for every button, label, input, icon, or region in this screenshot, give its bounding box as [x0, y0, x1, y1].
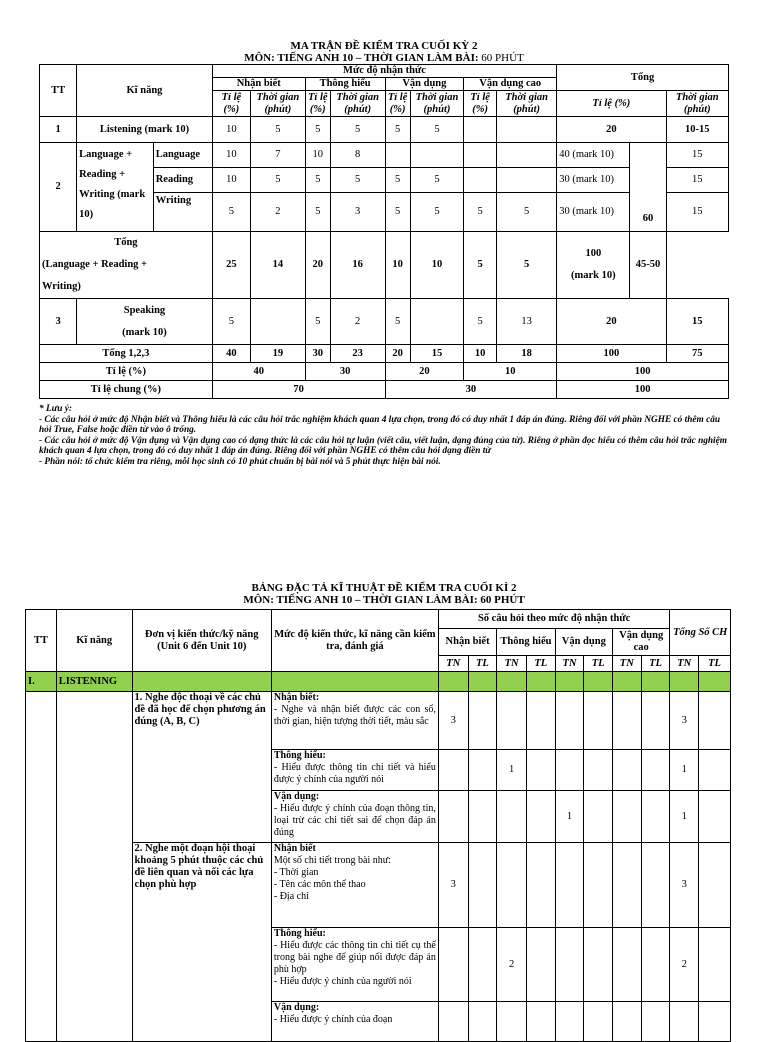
hdr-so-cau: Số câu hỏi theo mức độ nhận thức: [438, 610, 670, 629]
cell-ti-le: 30 (mark 10): [557, 168, 630, 193]
cell-value: 19: [251, 345, 306, 363]
criteria-text: - Tên các môn thể thao: [273, 879, 366, 890]
cell-subskill: Reading: [153, 168, 212, 193]
cell-value: 5: [330, 117, 385, 143]
row-u2-nb: [26, 843, 731, 928]
cell-value: 5: [305, 193, 330, 232]
cell-value: 5: [410, 168, 464, 193]
hdr-tl: TL: [641, 656, 670, 672]
cell-value: 5: [410, 193, 464, 232]
hdr-thoi-gian: Thời gian (phút): [251, 91, 306, 117]
criteria-head: Nhận biết:: [273, 692, 320, 703]
cell-ti-le: 40 (mark 10): [557, 143, 630, 168]
cell-value: 5: [251, 117, 306, 143]
hdr-tn: TN: [438, 656, 468, 672]
cell-value: 18: [497, 345, 557, 363]
cell-value: 13: [497, 299, 557, 345]
hdr-don-vi-line2: (Unit 6 đến Unit 10): [157, 640, 247, 652]
cell-value: 5: [212, 299, 250, 345]
hdr-nb: Nhận biết: [438, 629, 496, 656]
cell-value: 5: [212, 193, 250, 232]
skill-speaking-mark: (mark 10): [122, 326, 167, 338]
hdr-tong-ti-le: Tỉ lệ (%): [557, 91, 666, 117]
criteria-head: Thông hiểu:: [273, 928, 326, 939]
cell-skill: Listening (mark 10): [77, 117, 213, 143]
criteria-text: - Hiểu được các thông tin chi tiết cụ thể trong bài nghe để giúp nối được đáp án phù hợp: [273, 940, 436, 975]
note-line: - Phần nói: tổ chức kiểm tra riêng, mỗi học sinh có 10 phút chuẩn bị bài nói và 5 phút thực hiện bài nói.: [39, 456, 441, 467]
notes: [39, 404, 731, 467]
cell-value: 1: [497, 750, 527, 791]
hdr-van-dung: Vận dụng: [385, 78, 464, 91]
cell-value: [464, 143, 497, 168]
cell-value: 3: [438, 692, 468, 750]
cell-value: [464, 117, 497, 143]
cell-value: [497, 117, 557, 143]
tong-label-line2: (Language + Reading +: [42, 259, 148, 270]
cell-value: 10: [464, 363, 557, 381]
cell-value: 16: [330, 232, 385, 299]
hdr-ti-le: Tỉ lệ (%): [464, 91, 497, 117]
cell-value: 5: [497, 193, 557, 232]
cell-value: 5: [305, 117, 330, 143]
cell-value: 15: [410, 345, 464, 363]
hdr-thoi-gian: Thời gian (phút): [330, 91, 385, 117]
cell-value: 10: [385, 232, 410, 299]
cell-tt: 3: [40, 299, 77, 345]
cell-value: [385, 143, 410, 168]
hdr-tl: TL: [699, 656, 731, 672]
tong-ti-le-value: 100: [585, 248, 602, 259]
cell-value: 10: [305, 143, 330, 168]
section-name: LISTENING: [56, 672, 132, 692]
cell-value: 40: [212, 345, 250, 363]
hdr-tn: TN: [670, 656, 699, 672]
hdr-nhan-biet: Nhận biết: [212, 78, 305, 91]
criteria: [271, 791, 438, 843]
cell-sixty: 60: [630, 143, 666, 232]
hdr-th: Thông hiểu: [497, 629, 555, 656]
hdr-tong-thoi-gian: Thời gian (phút): [666, 91, 728, 117]
matrix-table: [39, 64, 729, 399]
cell-value: [410, 299, 464, 345]
cell-value: [410, 143, 464, 168]
cell-thoi-gian: 15: [666, 143, 728, 168]
cell-value: 20: [305, 232, 330, 299]
criteria: [271, 692, 438, 750]
cell-total: 100: [557, 381, 729, 399]
cell-value: [251, 299, 306, 345]
hdr-ki-nang: Kĩ năng: [56, 610, 132, 672]
cell-total: 2: [670, 928, 699, 1002]
cell-value: 5: [410, 117, 464, 143]
criteria-text: Một số chi tiết trong bài như:: [273, 855, 391, 866]
cell-value: 25: [212, 232, 250, 299]
criteria-text: - Hiểu được ý chính của người nói: [273, 976, 412, 987]
cell-value: 40: [212, 363, 305, 381]
hdr-don-vi: [132, 610, 271, 672]
note-line: - Các câu hỏi ở mức độ Nhận biết và Thông hiểu là các câu hỏi trắc nghiệm khách quan 4 lựa chọn, trong đó có duy nhất 1 đáp án đúng. Riêng đối với phần NGHE có thêm câu hỏi True, False hoặc điền từ vào ô trống.: [39, 414, 721, 435]
cell-value: 10: [410, 232, 464, 299]
row-tong-lrw: [40, 232, 729, 299]
cell-value: 5: [305, 168, 330, 193]
unit-1: 1. Nghe độc thoại về các chủ đề đã học để chọn phương án đúng (A, B, C): [132, 692, 271, 843]
cell-value: 3: [330, 193, 385, 232]
cell-tong-label: Tổng 1,2,3: [40, 345, 213, 363]
hdr-ti-le: Tỉ lệ (%): [212, 91, 250, 117]
cell-value: 30: [385, 381, 557, 399]
hdr-tn: TN: [612, 656, 641, 672]
cell-value: 2: [330, 299, 385, 345]
row-ti-le: [40, 363, 729, 381]
criteria-text: - Thời gian: [273, 867, 319, 878]
hdr-ti-le: Tỉ lệ (%): [305, 91, 330, 117]
cell-value: 10: [212, 168, 250, 193]
cell-value: 1: [555, 791, 584, 843]
cell-ti-le-chung-label: Tỉ lệ chung (%): [40, 381, 213, 399]
criteria-text: - Địa chỉ: [273, 891, 309, 902]
cell-value: 30: [305, 363, 385, 381]
hdr-thong-hieu: Thông hiểu: [305, 78, 385, 91]
spec-title: BẢNG ĐẶC TẢ KĨ THUẬT ĐỀ KIỂM TRA CUỐI KÌ 2: [251, 582, 517, 594]
cell-value: 20: [385, 363, 464, 381]
cell-value: [497, 168, 557, 193]
hdr-tl: TL: [584, 656, 613, 672]
cell-tong-thoi-gian: 15: [666, 299, 728, 345]
section-listening: [26, 672, 731, 692]
row-speaking: [40, 299, 729, 345]
criteria-text: - Nghe và nhận biết được các con số, thời gian, hiện tượng thời tiết, màu sắc: [273, 704, 436, 727]
cell-total: 3: [670, 843, 699, 928]
row-ti-le-chung: [40, 381, 729, 399]
hdr-tt: TT: [40, 65, 77, 117]
matrix-subtitle-prefix: MÔN: TIẾNG ANH 10 – THỜI GIAN LÀM BÀI:: [244, 52, 479, 64]
matrix-subtitle: [0, 52, 768, 64]
hdr-tl: TL: [468, 656, 497, 672]
cell-thoi-gian: 15: [666, 168, 728, 193]
skill-speaking: Speaking: [123, 304, 166, 316]
cell-value: 5: [464, 232, 497, 299]
hdr-muc-do: Mức độ kiến thức, kĩ năng cần kiểm tra, đánh giá: [271, 610, 438, 672]
cell-value: 5: [497, 232, 557, 299]
criteria: [271, 750, 438, 791]
hdr-tn: TN: [555, 656, 584, 672]
criteria-head: Vận dụng:: [273, 791, 320, 802]
note-line: * Lưu ý:: [39, 404, 72, 414]
cell-value: 14: [251, 232, 306, 299]
hdr-tong: Tổng: [557, 65, 729, 91]
cell-tong-ti-le: 20: [557, 117, 666, 143]
cell-value: 5: [385, 117, 410, 143]
hdr-muc-do: Mức độ nhận thức: [212, 65, 556, 78]
cell-thoi-gian: 15: [666, 193, 728, 232]
criteria: [271, 843, 438, 928]
cell-value: 2: [497, 928, 527, 1002]
hdr-tong-so: Tổng Số CH: [670, 610, 731, 656]
criteria-text: - Hiểu được ý chính của đoạn: [273, 1014, 393, 1025]
cell-value: 5: [464, 193, 497, 232]
criteria-head: Thông hiểu:: [273, 750, 326, 761]
row-listening: [40, 117, 729, 143]
cell-tong-label: [40, 232, 213, 299]
cell-value: 7: [251, 143, 306, 168]
cell-skill: [77, 299, 213, 345]
criteria: [271, 928, 438, 1002]
cell-tong-thoi-gian: 45-50: [630, 232, 666, 299]
cell-value: 5: [464, 299, 497, 345]
hdr-tt: TT: [26, 610, 57, 672]
cell-tong-ti-le: 100: [557, 345, 666, 363]
cell-value: 8: [330, 143, 385, 168]
matrix-title: MA TRẬN ĐỀ KIỂM TRA CUỐI KỲ 2: [290, 40, 478, 52]
cell-total: 1: [670, 791, 699, 843]
section-tt: I.: [26, 672, 57, 692]
criteria-text: - Hiểu được ý chính của đoạn thông tin, loại trừ các chi tiết sai để chọn đáp án đúng: [273, 803, 436, 838]
cell-value: 5: [251, 168, 306, 193]
cell-value: 2: [251, 193, 306, 232]
cell-tong-ti-le: 20: [557, 299, 666, 345]
criteria-head: Nhận biết: [273, 843, 316, 854]
cell-ti-le: 30 (mark 10): [557, 193, 630, 232]
cell-value: 3: [438, 843, 468, 928]
cell-tong-thoi-gian: 10-15: [666, 117, 728, 143]
criteria-text: - Hiểu được thông tin chi tiết và hiểu được ý chính của người nói: [273, 762, 436, 785]
spec-subtitle: MÔN: TIẾNG ANH 10 – THỜI GIAN LÀM BÀI: 60 PHÚT: [243, 594, 525, 606]
cell-total: 100: [557, 363, 729, 381]
cell-value: 23: [330, 345, 385, 363]
cell-value: 20: [385, 345, 410, 363]
tong-label-line1: Tổng: [114, 237, 138, 248]
hdr-ki-nang: Kĩ năng: [77, 65, 213, 117]
hdr-van-dung-cao: Vận dụng cao: [464, 78, 557, 91]
cell-value: [464, 168, 497, 193]
tong-label-line3: Writing): [42, 281, 81, 292]
cell-value: 70: [212, 381, 385, 399]
cell-tong-ti-le: [557, 232, 630, 299]
cell-tt: 1: [40, 117, 77, 143]
row-tong-123: [40, 345, 729, 363]
hdr-vdc: Vận dụng cao: [612, 629, 669, 656]
cell-tt: 2: [40, 143, 77, 232]
hdr-thoi-gian: Thời gian (phút): [497, 91, 557, 117]
cell-value: 5: [385, 168, 410, 193]
cell-value: [497, 143, 557, 168]
hdr-tn: TN: [497, 656, 527, 672]
hdr-don-vi-line1: Đơn vị kiến thức/kỹ năng: [144, 628, 259, 640]
hdr-tl: TL: [526, 656, 555, 672]
cell-value: 5: [385, 193, 410, 232]
tong-ti-le-mark: (mark 10): [571, 270, 616, 281]
cell-skill-group: Language + Reading + Writing (mark 10): [77, 143, 154, 232]
cell-value: 5: [385, 299, 410, 345]
cell-value: 5: [330, 168, 385, 193]
cell-subskill: Language: [153, 143, 212, 168]
cell-tong-thoi-gian: 75: [666, 345, 728, 363]
row-language: [40, 143, 729, 168]
cell-subskill: Writing: [153, 193, 212, 232]
criteria: [271, 1002, 438, 1042]
hdr-thoi-gian: Thời gian (phút): [410, 91, 464, 117]
row-u1-nb: [26, 692, 731, 750]
note-line: - Các câu hỏi ở mức độ Vận dụng và Vận dụng cao có dạng thức là các câu hỏi tự luận (viết câu, viết luận, dạng đúng của từ). Riêng ở phần đọc hiểu có thêm câu hỏi trắc nghiệm khách quan 4 lựa chọn, trong đó có duy nhất 1 đáp án đúng. Riêng đối với phần NGHE có thêm câu hỏi dạng điền từ: [39, 435, 728, 456]
cell-value: 5: [305, 299, 330, 345]
cell-total: 1: [670, 750, 699, 791]
matrix-subtitle-time: 60 PHÚT: [481, 52, 524, 64]
unit-2: 2. Nghe một đoạn hội thoại khoảng 5 phút thuộc các chủ đề liên quan và nối các lựa chọn phù hợp: [132, 843, 271, 1042]
criteria-head: Vận dụng:: [273, 1002, 320, 1013]
spec-table: [25, 609, 731, 1042]
hdr-ti-le: Tỉ lệ (%): [385, 91, 410, 117]
cell-ti-le-label: Tỉ lệ (%): [40, 363, 213, 381]
cell-value: 10: [212, 117, 250, 143]
cell-value: 10: [464, 345, 497, 363]
cell-total: 3: [670, 692, 699, 750]
cell-value: 30: [305, 345, 330, 363]
hdr-vd: Vận dụng: [555, 629, 612, 656]
cell-value: 10: [212, 143, 250, 168]
